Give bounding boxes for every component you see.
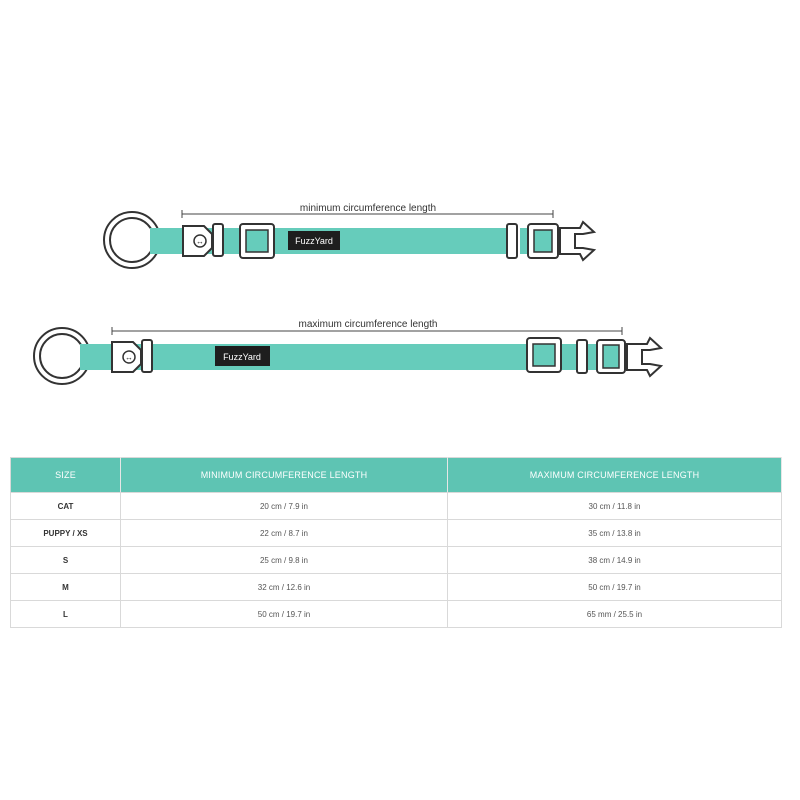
header-min-length: MINIMUM CIRCUMFERENCE LENGTH <box>121 458 448 493</box>
collar-maximum <box>34 319 661 384</box>
brand-tag <box>215 346 270 366</box>
max-cell: 38 cm / 14.9 in <box>448 547 782 574</box>
max-cell: 65 mm / 25.5 in <box>448 601 782 628</box>
size-cell: S <box>11 547 121 574</box>
keeper <box>577 340 587 373</box>
slider-loop-2 <box>528 224 558 258</box>
table-row <box>11 520 782 547</box>
table-row <box>11 493 782 520</box>
buckle-male <box>627 338 661 376</box>
buckle-female <box>183 224 223 256</box>
brand-label: FuzzYard <box>295 236 333 246</box>
max-cell: 30 cm / 11.8 in <box>448 493 782 520</box>
size-cell: M <box>11 574 121 601</box>
size-cell: L <box>11 601 121 628</box>
slider-loop-2 <box>597 340 625 373</box>
min-circumference-label: minimum circumference length <box>299 203 437 214</box>
brand-tag <box>288 231 340 250</box>
table-row <box>11 547 782 574</box>
svg-text:↔: ↔ <box>196 237 204 246</box>
size-cell: PUPPY / XS <box>11 520 121 547</box>
min-cell: 50 cm / 19.7 in <box>121 601 448 628</box>
min-cell: 20 cm / 7.9 in <box>121 493 448 520</box>
table-row <box>11 601 782 628</box>
svg-text:↔: ↔ <box>125 353 133 362</box>
size-cell: CAT <box>11 493 121 520</box>
min-cell: 22 cm / 8.7 in <box>121 520 448 547</box>
max-circumference-label: maximum circumference length <box>298 319 438 330</box>
slider-loop <box>527 338 561 372</box>
min-cell: 32 cm / 12.6 in <box>121 574 448 601</box>
table-row <box>11 574 782 601</box>
buckle-female <box>112 340 152 372</box>
table-header-row <box>11 458 782 493</box>
keeper <box>507 224 517 258</box>
collar-minimum <box>104 203 594 268</box>
header-max-length: MAXIMUM CIRCUMFERENCE LENGTH <box>448 458 782 493</box>
slider-loop <box>240 224 274 258</box>
buckle-male <box>560 222 594 260</box>
min-cell: 25 cm / 9.8 in <box>121 547 448 574</box>
brand-label: FuzzYard <box>223 352 261 362</box>
max-cell: 35 cm / 13.8 in <box>448 520 782 547</box>
max-cell: 50 cm / 19.7 in <box>448 574 782 601</box>
header-size: SIZE <box>11 458 121 493</box>
size-chart-table <box>10 457 782 628</box>
